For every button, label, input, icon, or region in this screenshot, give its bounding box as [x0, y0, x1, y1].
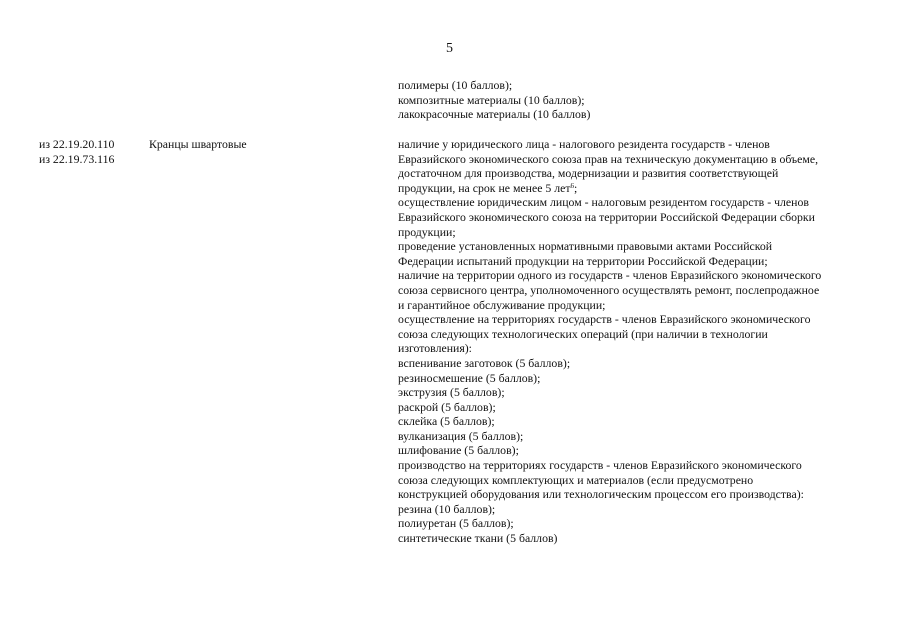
list-item: лакокрасочные материалы (10 баллов): [398, 107, 591, 122]
requirement-line: изготовления):: [398, 341, 472, 356]
requirement-line: производство на территориях государств - членов Евразийского экономического: [398, 458, 802, 473]
requirement-line: вспенивание заготовок (5 баллов);: [398, 355, 571, 370]
requirement-line: резина (10 баллов);: [398, 501, 496, 516]
product-code: из 22.19.20.110: [39, 137, 115, 151]
requirement-line: осуществление на территориях государств - членов Евразийского экономического: [398, 312, 811, 327]
requirement-line: союза следующих комплектующих и материалов (если предусмотрено: [398, 472, 754, 487]
page-number: 5: [446, 41, 453, 56]
requirement-line: синтетические ткани (5 баллов): [398, 531, 558, 546]
requirement-line: конструкцией оборудования или технологическим процессом его производства):: [398, 487, 804, 502]
requirement-line: осуществление юридическим лицом - налоговым резидентом государств - членов: [398, 195, 809, 210]
footnote-suffix: ;: [574, 180, 578, 195]
continuation-list: [398, 78, 878, 122]
product-code: из 22.19.73.116: [39, 151, 115, 166]
list-item: полимеры (10 баллов);: [398, 78, 513, 92]
requirement-line: и гарантийное обслуживание продукции;: [398, 297, 606, 312]
footnote-reference: 6: [570, 181, 575, 190]
product-codes: [39, 137, 114, 166]
requirement-line: продукции;: [398, 224, 456, 239]
requirement-line: склейка (5 баллов);: [398, 414, 495, 429]
requirement-line: Евразийского экономического союза на территории Российской Федерации сборки: [398, 209, 815, 224]
requirement-line: полиуретан (5 баллов);: [398, 516, 514, 531]
list-item: композитные материалы (10 баллов);: [398, 92, 585, 107]
requirement-line: наличие у юридического лица - налогового резидента государств - членов: [398, 137, 770, 151]
requirement-line: вулканизация (5 баллов);: [398, 428, 524, 443]
requirement-text: продукции, на срок не менее 5 лет: [398, 180, 571, 195]
requirement-line: проведение установленных нормативными правовыми актами Российской: [398, 239, 773, 254]
requirement-line: союза следующих технологических операций (при наличии в технологии: [398, 326, 768, 341]
requirement-line: достаточном для производства, модернизации и развития соответствующей: [398, 166, 779, 181]
requirement-line: наличие на территории одного из государств - членов Евразийского экономического: [398, 268, 822, 283]
requirement-line: шлифование (5 баллов);: [398, 443, 519, 458]
requirement-line: союза сервисного центра, уполномоченного осуществлять ремонт, послепродажное: [398, 282, 820, 297]
requirement-line: резиносмешение (5 баллов);: [398, 370, 541, 385]
requirement-line: раскрой (5 баллов);: [398, 399, 496, 414]
requirements-list: [398, 137, 878, 546]
requirement-line: экструзия (5 баллов);: [398, 385, 505, 400]
requirement-line: Евразийского экономического союза прав на техническую документацию в объеме,: [398, 151, 819, 166]
requirement-line: Федерации испытаний продукции на территории Российской Федерации;: [398, 253, 768, 268]
product-name: Кранцы швартовые: [149, 137, 247, 151]
requirement-line-with-footnote: [398, 181, 878, 196]
